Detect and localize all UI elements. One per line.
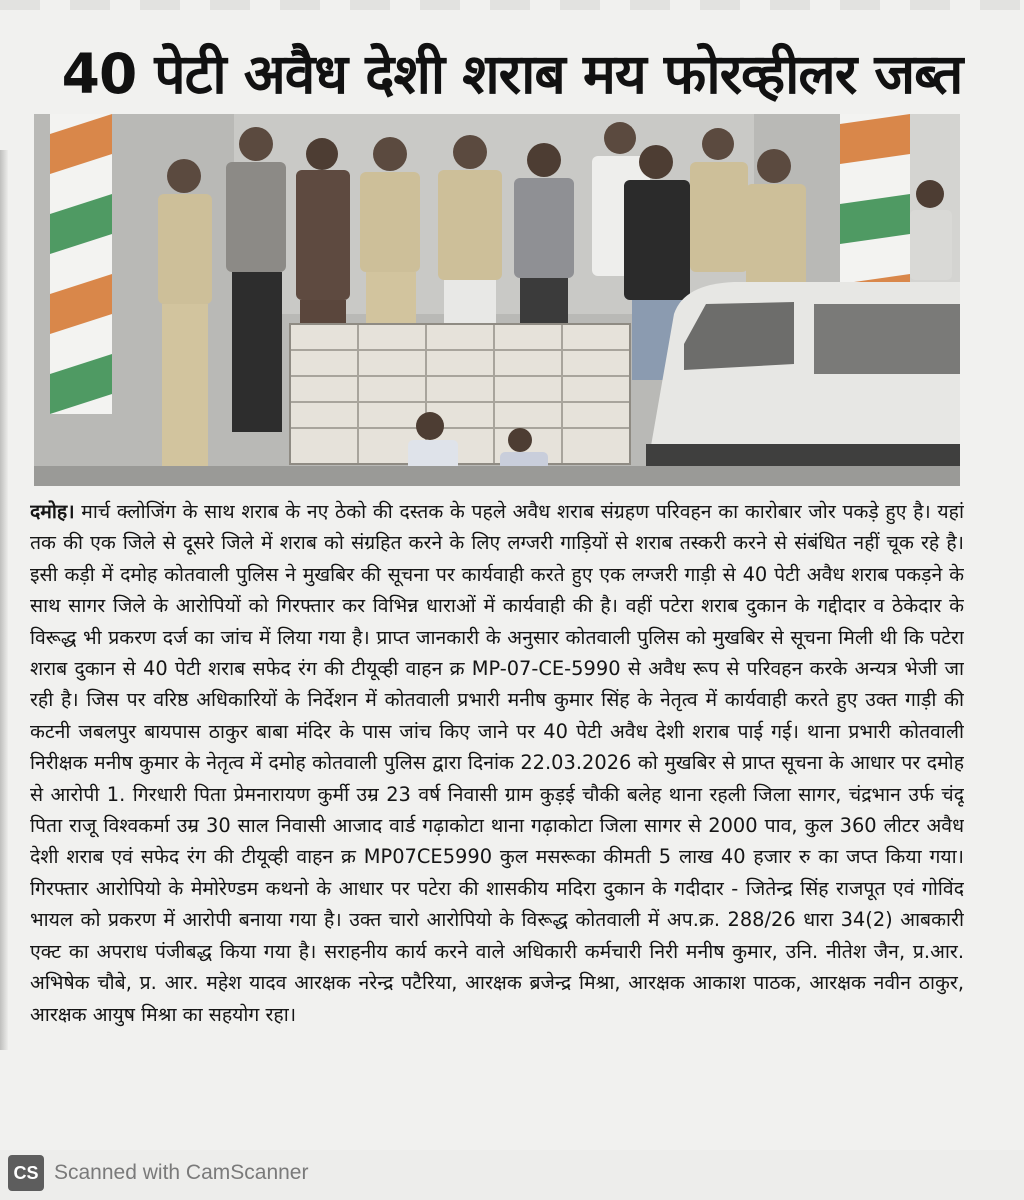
news-photo-illustration — [34, 114, 960, 486]
seized-vehicle — [644, 282, 960, 486]
dateline: दमोह। — [30, 500, 75, 523]
camscanner-logo-icon: CS — [8, 1155, 44, 1191]
previous-article-fragment — [0, 0, 1024, 10]
article-body — [30, 496, 964, 1136]
scanner-watermark-text: Scanned with CamScanner — [54, 1161, 309, 1184]
news-photo — [34, 114, 960, 486]
seized-liquor-cartons — [290, 324, 630, 464]
headline: 40 पेटी अवैध देशी शराब मय फोरव्हीलर जब्त — [61, 42, 963, 106]
article-text: मार्च क्लोजिंग के साथ शराब के नए ठेको की दस्तक के पहले अवैध शराब संग्रहण परिवहन का कारोबार जोर पकड़े हुए है। यहां तक की एक जिले से दूसरे जिले में शराब को संग्रहित करने के लिए लग्जरी गाड़ियों से शराब तस्करी करने से संबंधित नहीं चूक रहे है। इसी कड़ी में दमोह कोतवाली पुलिस ने मुखबिर की सूचना पर कार्यवाही करते हुए एक लग्जरी गाड़ी से 40 पेटी अवैध शराब पकड़ने के साथ सागर जिले के आरोपियों को गिरफ्तार कर विभिन्न धाराओं में कार्यवाही की है। वहीं पटेरा शराब दुकान के गद्दीदार व ठेकेदार के विरूद्ध भी प्रकरण दर्ज का जांच में लिया गया है। प्राप्त जानकारी के अनुसार कोतवाली पुलिस को मुखबिर से सूचना मिली थी कि पटेरा शराब दुकान से 40 पेटी शराब सफेद रंग की टीयूव्ही वाहन क्र MP-07-CE-5990 से अवैध रूप से परिवहन करके अन्यत्र भेजी जा रही है। जिस पर वरिष्ठ अधिकारियों के निर्देशन में कोतवाली प्रभारी मनीष कुमार सिंह के नेतृत्व में कार्यवाही करते हुए उक्त गाड़ी की कटनी जबलपुर बायपास ठाकुर बाबा मंदिर के पास जांच किए जाने पर 40 पेटी अवैध देशी शराब पाई गई। थाना प्रभारी कोतवाली निरीक्षक मनीष कुमार के नेतृत्व में दमोह कोतवाली पुलिस द्वारा दिनांक 22.03.2026 को मुखबिर से प्राप्त सूचना के आधार पर दमोह से आरोपी 1. गिरधारी पिता प्रेमनारायण कुर्मी उम्र 23 वर्ष निवासी ग्राम कुड़ई चौकी बलेह थाना रहली जिला सागर, चंद्रभान उर्फ चंदू पिता राजू विश्वकर्मा उम्र 30 साल निवासी आजाद वार्ड गढ़ाकोटा थाना गढ़ाकोटा जिला सागर से 2000 पाव, कुल 360 लीटर अवैध देशी शराब एवं सफेद रंग की टीयूव्ही वाहन क्र MP07CE5990 कुल मसरूका कीमती 5 लाख 40 हजार रु का जप्त किया गया। गिरफ्तार आरोपियो के मेमोरेण्डम कथनो के आधार पर पटेरा की शासकीय मदिरा दुकान के गदीदार - जितेन्द्र सिंह राजपूत एवं गोविंद भायल को प्रकरण में आरोपी बनाया गया है। उक्त चारो आरोपियो के विरूद्ध कोतवाली में अप.क्र. 288/26 धारा 34(2) आबकारी एक्ट का अपराध पंजीबद्ध किया गया है। सराहनीय कार्य करने वाले अधिकारी कर्मचारी निरी मनीष कुमार, उनि. नीतेश जैन, प्र.आर. अभिषेक चौबे, प्र. आर. महेश यादव आरक्षक नरेन्द्र पटैरिया, आरक्षक ब्रजेन्द्र मिश्रा, आरक्षक आकाश पाठक, आरक्षक नवीन ठाकुर, आरक्षक आयुष मिश्रा का सहयोग रहा। — [30, 500, 964, 1026]
floor — [34, 466, 960, 486]
person — [158, 159, 212, 474]
page-edge-shadow — [0, 150, 8, 1050]
person — [226, 127, 286, 432]
left-striped-pillar — [50, 114, 112, 414]
